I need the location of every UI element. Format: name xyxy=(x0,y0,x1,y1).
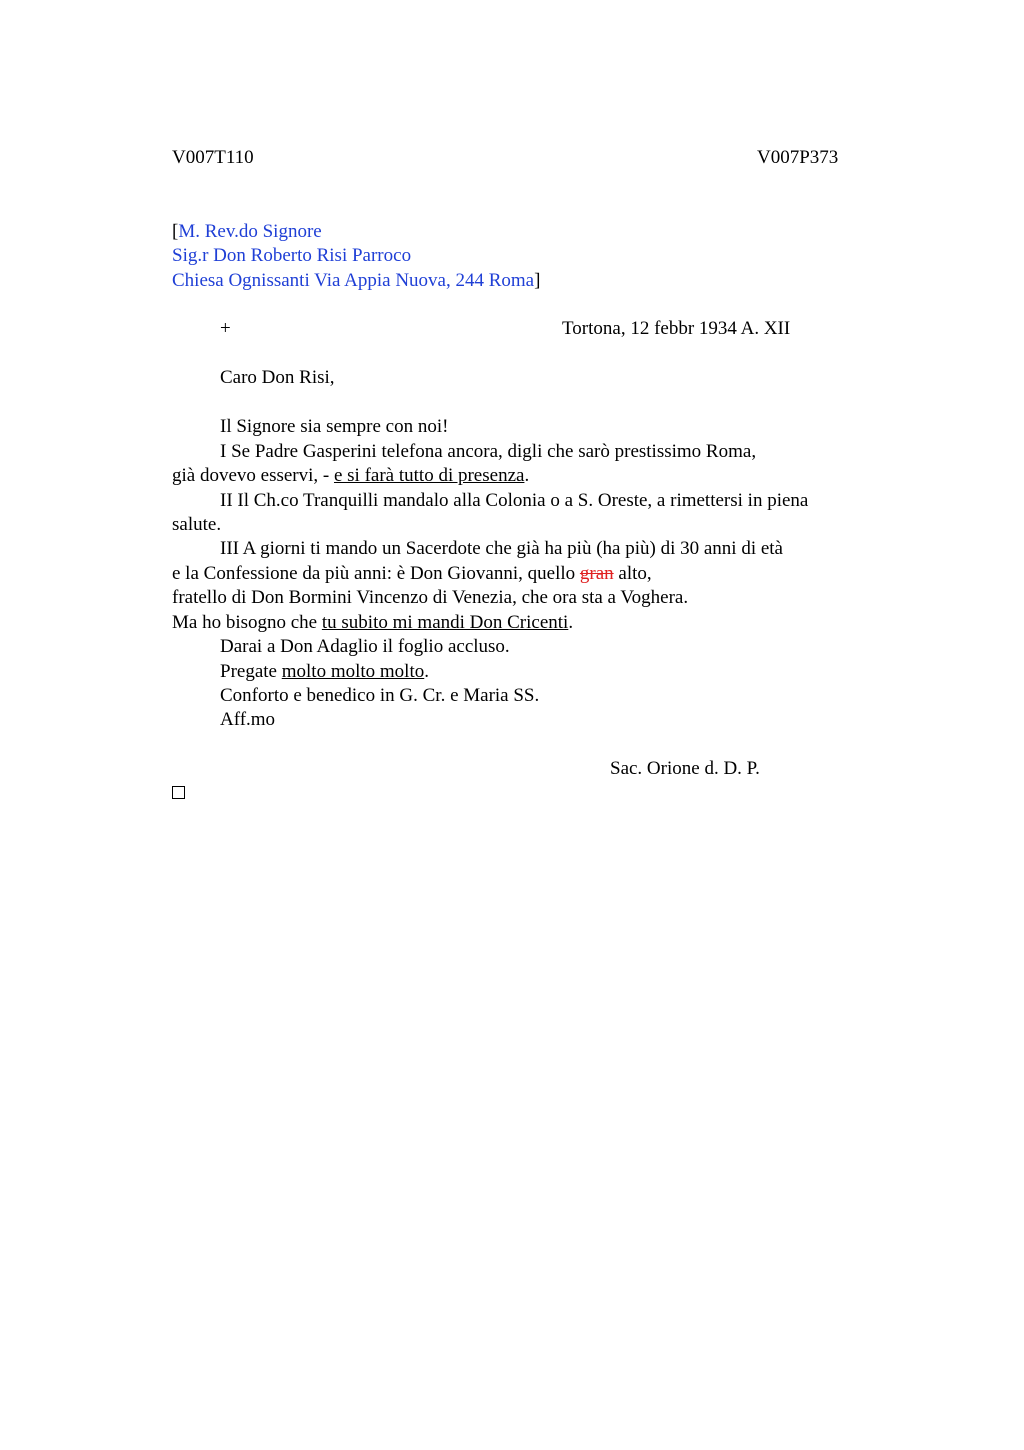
signature: Sac. Orione d. D. P. xyxy=(610,758,760,779)
salutation: Caro Don Risi, xyxy=(220,367,335,388)
body-line-benedico: Conforto e benedico in G. Cr. e Maria SS. xyxy=(220,685,540,706)
underlined-text: tu subito mi mandi Don Cricenti xyxy=(321,612,569,633)
close-bracket: ] xyxy=(534,270,541,291)
body-line-pregate xyxy=(220,660,429,684)
text-segment: . xyxy=(424,661,429,682)
address-recipient-title: M. Rev.do Signore xyxy=(178,221,322,242)
text-segment: Ma ho bisogno che xyxy=(172,612,322,633)
address-church: Chiesa Ognissanti Via Appia Nuova, 244 Roma xyxy=(172,270,535,291)
text-segment: . xyxy=(524,465,530,486)
open-bracket: [ xyxy=(172,221,179,242)
body-point-3-line-2 xyxy=(172,562,652,586)
text-segment: . xyxy=(568,612,574,633)
address-line-1 xyxy=(172,220,322,244)
body-opening: Il Signore sia sempre con noi! xyxy=(220,416,449,437)
text-segment: e la Confessione da più anni: è Don Giovanni, quello xyxy=(172,563,580,584)
body-line-foglio: Darai a Don Adaglio il foglio accluso. xyxy=(220,636,510,657)
body-line-closing: Aff.mo xyxy=(220,709,276,730)
address-line-3 xyxy=(172,269,540,293)
text-segment: Pregate xyxy=(220,661,282,682)
document-code-left: V007T110 xyxy=(172,147,254,168)
struck-out-word: gran xyxy=(579,563,614,584)
body-point-1-line-2 xyxy=(172,464,529,488)
body-point-2-line-2: salute. xyxy=(172,514,222,535)
body-point-2-line-1: II Il Ch.co Tranquilli mandalo alla Colonia o a S. Oreste, a rimettersi in piena xyxy=(220,490,809,511)
body-point-3-line-3: fratello di Don Bormini Vincenzo di Venezia, che ora sta a Voghera. xyxy=(172,587,689,608)
end-square-icon xyxy=(172,786,185,799)
document-code-right: V007P373 xyxy=(757,147,839,168)
underlined-text: e si farà tutto di presenza xyxy=(333,465,525,486)
text-segment: già dovevo esservi, - xyxy=(172,465,334,486)
address-line-2: Sig.r Don Roberto Risi Parroco xyxy=(172,245,412,266)
place-and-date: Tortona, 12 febbr 1934 A. XII xyxy=(562,318,791,339)
body-point-3-line-1: III A giorni ti mando un Sacerdote che già ha più (ha più) di 30 anni di età xyxy=(220,538,783,559)
body-point-1-line-1: I Se Padre Gasperini telefona ancora, digli che sarò prestissimo Roma, xyxy=(220,441,757,462)
text-segment: alto, xyxy=(613,563,652,584)
body-point-3-line-4 xyxy=(172,611,573,635)
underlined-text: molto molto molto xyxy=(281,661,425,682)
cross-mark: + xyxy=(220,318,231,339)
